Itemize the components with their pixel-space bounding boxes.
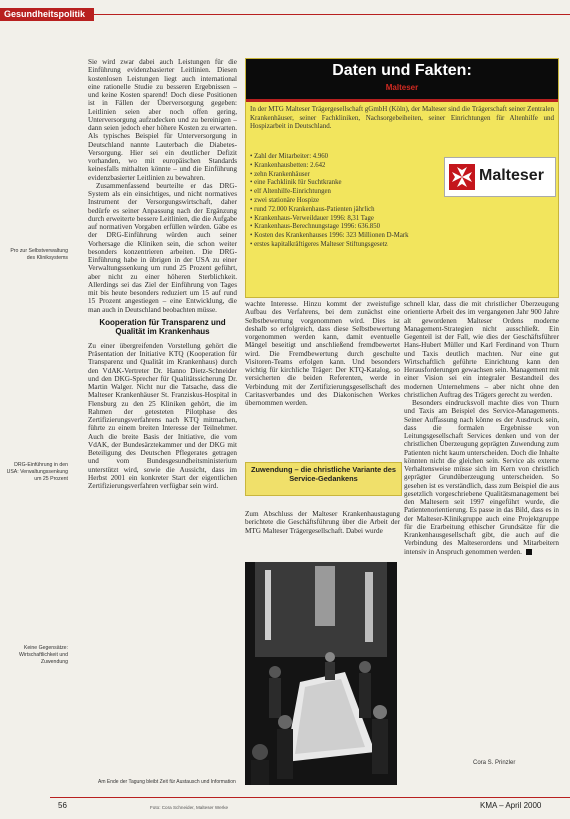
sidebar-note-2: DRG-Einführung in den USA: Verwaltungssenkung um 25 Prozent bbox=[6, 462, 68, 482]
photo-caption: Am Ende der Tagung bleibt Zeit für Austausch und Information bbox=[98, 779, 236, 785]
conference-hall-illustration bbox=[245, 562, 397, 785]
fact-item: • zehn Krankenhäuser bbox=[250, 170, 310, 178]
fact-box-rule bbox=[246, 99, 558, 102]
col3-paragraph: schnell klar, dass die mit christlicher Überzeugung orientierte Arbeit des im vergangenen Jahr 900 Jahre alt gewordenen Malteser Ordens moderne Management-Strategien nicht ausschließt. Ein Gegenteil ist der Fall, wie dies der Geschäftsführer Hans-Hubert Müller und Karl Ferdinand von Thurn und Taxis deutlich machten. Nur eine gut Wirtschaftlich geführte Einrichtung kann den Herausforderungen gewachsen sein. Management mit einer Vision sei ein integraler Bestandteil des modernen Unternehmens – aber nicht ohne den christlichen Auftrag des Trägers gerecht zu werden. bbox=[404, 300, 559, 399]
col2-paragraph: Zum Abschluss der Malteser Krankenhaustagung berichtete die Geschäftsführung über die Arbeit der MTG Malteser Trägergesellschaft. Dabei wurde bbox=[245, 510, 400, 535]
malteser-logo-text: Malteser bbox=[479, 167, 544, 184]
fact-box bbox=[245, 58, 559, 298]
fact-item: • zwei stationäre Hospize bbox=[250, 196, 320, 204]
event-photo bbox=[245, 562, 397, 785]
col2-paragraph: wachte Interesse. Hinzu kommt der zweistufige Aufbau des Verfahrens, bei dem zunächst eine Selbstbewertung vorgenommen wird. Dies ist deshalb so erfolgreich, dass diese Selbstbewertung vorgenommen werden kann, damit eventuelle Mängel beseitigt und anschließend fremdbewertet wird. Die Fremdbewertung durch geschulte Visitoren-Teams erfolgen kann. Und besonders wichtig für kirchliche Träger: Der KTQ-Katalog, so versicherten die beiden Referenten, werde in Verbindung mit der Zertifizierungsgesellschaft des Caritasverbandes und des Diakonischen Werkes übernommen werden. bbox=[245, 300, 400, 407]
subheading-title: Zuwendung – die christliche Variante des Service-Gedankens bbox=[251, 465, 396, 483]
page-number: 56 bbox=[58, 801, 67, 810]
fact-item: • erstes kapitalkräftigeres Malteser Stiftungsgesetz bbox=[250, 240, 388, 248]
author-credit: Cora S. Prinzler bbox=[473, 760, 516, 766]
publication-footer: KMA – April 2000 bbox=[480, 801, 542, 810]
column-3 bbox=[404, 300, 559, 750]
col1-paragraph: Zusammenfassend beurteilte er das DRG-System als ein einsichtiges, und nicht normatives Instrument der Versorgungswirtschaft, daher bedürfe es seiner Anpassung nach der Ergänzung durch erweiterte bessere Leitlinien, die die Aufgabe auf normativen Vorgaben erfüllen würden. Gäbe es der DRG-Einführung würden auch seiner Vorhersage die Kliniken sein, die schon weiter besonders konzentrieren arbeiten. Die DRG-Einführung habe in übrigen in der USA zu einer Verwaltungssenkung um rund 25 Prozent geführt, aber nicht zu einer höheren Sterblichkeit. Allerdings sei das Ziel der Einführung von Tages mit bis heute besonders reduziert um 15 auf rund 15 Prozent angestiegen – eine Entwicklung, die man auch in Deutschland beobachten müsse. bbox=[88, 181, 237, 314]
fact-box-list bbox=[250, 153, 440, 250]
fact-box-header bbox=[246, 59, 558, 99]
column-1 bbox=[88, 58, 237, 776]
fact-box-subtitle: Malteser bbox=[385, 83, 419, 92]
column-2-lower bbox=[245, 510, 400, 558]
fact-box-title: Daten und Fakten: bbox=[332, 62, 472, 79]
fact-item: • eine Fachklinik für Suchtkranke bbox=[250, 179, 342, 187]
footer-rule bbox=[50, 797, 570, 798]
fact-item: • Kosten des Krankenhauses 1996: 323 Millionen D-Mark bbox=[250, 232, 409, 240]
fact-item: • Krankenhaus-Verweildauer 1996: 8,31 Tage bbox=[250, 214, 374, 222]
sidebar-note-3: Keine Gegensätze: Wirtschaftlichkeit und Zuwendung bbox=[18, 645, 68, 665]
fact-item: • elf Altenhilfe-Einrichtungen bbox=[250, 188, 331, 196]
fact-item: • Krankenhaus-Berechnungstage 1996: 636.850 bbox=[250, 223, 380, 231]
fact-item: • Krankenhausbetten: 2.642 bbox=[250, 161, 326, 169]
col1-heading: Kooperation für Transparenz und Qualität im Krankenhaus bbox=[99, 317, 226, 336]
section-tag: Gesundheitspolitik bbox=[0, 8, 94, 21]
fact-item: • Zahl der Mitarbeiter: 4.960 bbox=[250, 153, 329, 160]
col1-paragraph: Zu einer übergreifenden Vorstellung gehört die Präsentation der Initiative KTQ (Kooperation für Transparenz und Qualität im Krankenhaus) durch den VdAK-Vertreter Dr. Hanno Dietz-Schneider und den DKG-Sprecher für Qualitätssicherung Dr. Martin Walger. Nicht nur die Tatsache, dass die Malteser Krankenhäuser St. Franziskus-Hospital in Flensburg zu den 25 Kliniken gehört, die im Rahmen der getesteten Pilotphase des Zertifizierungsverfahrens nach KTQ mitmachen, führte zu einem breiten Interesse der Teilnehmer. Auch die breite Basis der Initiative, die vom VdAK, der Bundesärztekammer und der DKG mit Beteiligung des Deutschen Pflegerates getragen und vom Bundesgesundheitsministerium unterstützt wird, sowie die Aussicht, dass im Herbst 2001 ein konkreter Start der eigentlichen Zertifizierungsverfahren verfügbar sein wird. bbox=[88, 341, 237, 490]
fact-item: • rund 72.000 Krankenhaus-Patienten jährlich bbox=[250, 205, 375, 213]
maltese-cross-icon bbox=[449, 164, 475, 190]
fact-box-intro: In der MTG Malteser Trägergesellschaft gGmbH (Köln), der Malteser sind die Trägerschaft seiner Zentralen Krankenhäuser, seiner Fachkliniken, Nachsorgebeiheiten, seiner Einrichtungen für Altenhilfe und Hospizarbeit in Deutschland. bbox=[250, 105, 554, 130]
sidebar-note-1: Pro zur Selbstverwaltung des Kliniksystems bbox=[10, 248, 68, 261]
malteser-logo bbox=[444, 157, 556, 197]
top-rule bbox=[94, 14, 570, 15]
col1-paragraph: Sie wird zwar dabei auch Leistungen für die Einführung evidenzbasierter Leitlinien. Diesen kostenlosen Leistungen liegt auch international eine rationelle Studie zu besseren Ergebnissen – und keine Kosten sparend! Doch diese Positionen ist in Fällen der Überversorgung gegeben: Leitlinien seien aber noch offen gering, Unterversorgung aufzudecken und zu bereinigen – dann seien jedoch eher höhere Kosten zu erwarten. Als typisches Beispiel für Unterversorgung in Deutschland nannte Lauterbach die Diabetes-Versorgung. Hier sei ein deutlicher Defizit vorhanden, wo mit europäischen Standards keinesfalls mithalten könnte – und die Einführung evidenzbasierter Leitlinien zu bewahren. bbox=[88, 58, 237, 182]
end-mark-icon bbox=[526, 549, 532, 555]
subheading-box bbox=[245, 462, 402, 496]
column-2-upper bbox=[245, 300, 400, 458]
col3-paragraph: Besonders eindrucksvoll machte dies von Thurn und Taxis am Beispiel des Service-Managements. Seiner Auffassung nach könne es der Ausdruck sein, dass die formalen Ergebnisse von Leitungsgesellschaft Services denken und von der christlichen Überzeugung geprägten Zuwendung zum Patienten nicht kaum unterscheiden. Doch die Inhalte könnten nicht die gleichen sein. Service als externe Verhaltensweise müsse sich im Kern von christlich geprägter Grundüberzeugung unterscheiden. So gesehen ist es verständlich, dass zum Beispiel die aus gesetzlich vorgeschriebene Qualitätsmanagement bei den Maltesern seit 1997 eingeführt wurde, die Patientenorientierung. Es passe in das Bild, dass es in der Malteser-Klinikgruppe auch eine Projektgruppe für die Erarbeitung ethischer Grundsätze für die Krankenhausgesellschaft gibt, die auch auf die Verbindung des Malteserordens und Mitarbeitern intensiv in Anspruch genommen werden. bbox=[404, 399, 559, 556]
photo-credit: Foto: Cora Schneider, Malteser Werke bbox=[150, 805, 229, 810]
